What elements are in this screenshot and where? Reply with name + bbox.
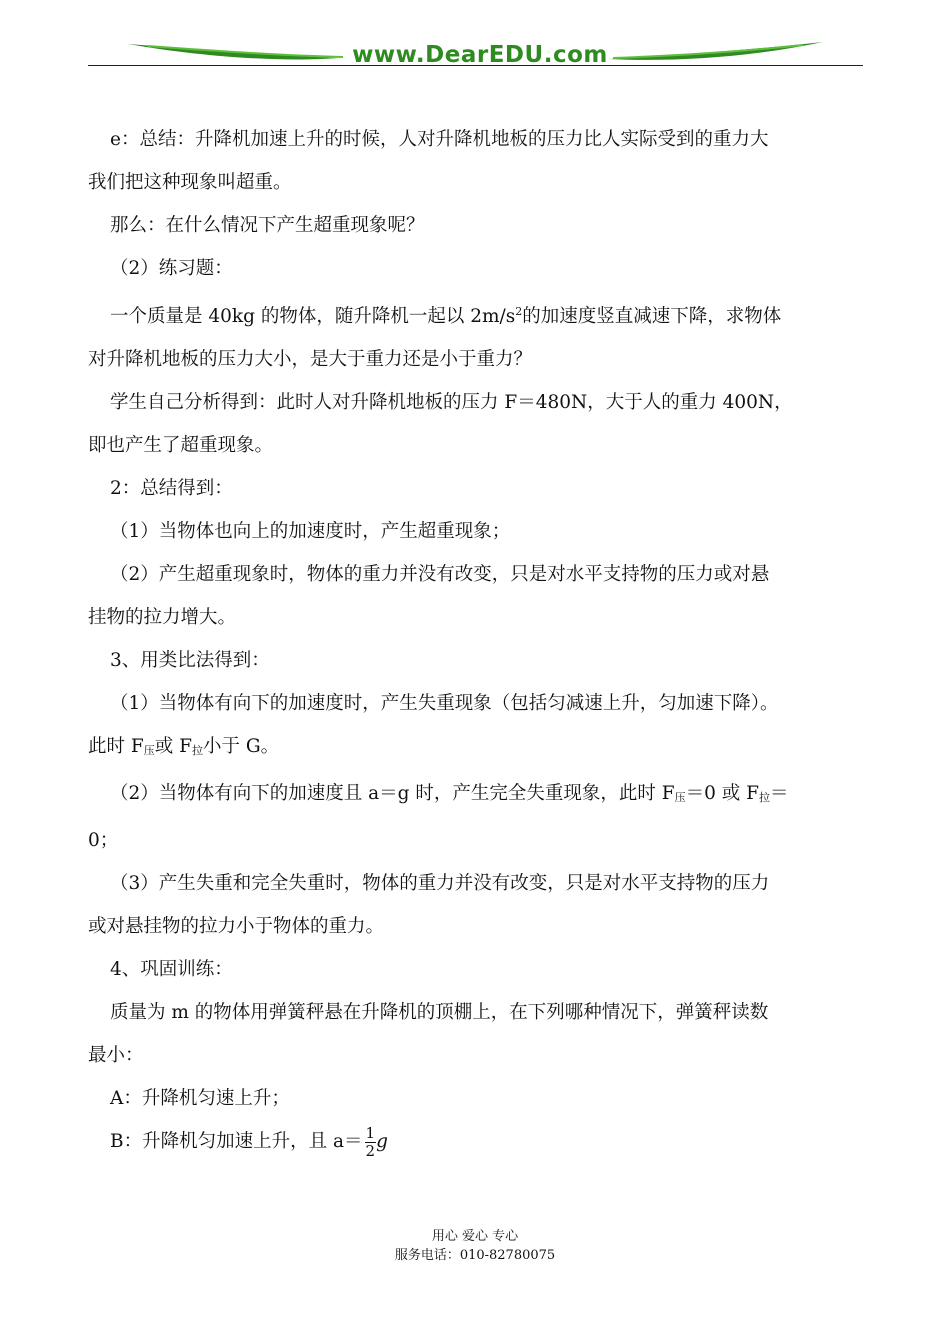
paragraph-line: 或对悬挂物的拉力小于物体的重力。 — [88, 916, 385, 937]
paragraph-line: （1）当物体有向下的加速度时，产生失重现象（包括匀减速上升，匀加速下降）。 — [110, 693, 779, 714]
text-run: 小于 G。 — [202, 736, 280, 757]
superscript: 2 — [515, 305, 523, 318]
text-run: 一个质量是 40kg 的物体，随升降机一起以 2m/s — [110, 306, 516, 327]
paragraph-line: 我们把这种现象叫超重。 — [88, 172, 292, 193]
paragraph-line: （2）产生超重现象时，物体的重力并没有改变，只是对水平支持物的压力或对悬 — [110, 564, 770, 585]
paragraph-line: 质量为 m 的物体用弹簧秤悬在升降机的顶棚上，在下列哪种情况下，弹簧秤读数 — [110, 1002, 769, 1023]
paragraph-line: （3）产生失重和完全失重时，物体的重力并没有改变，只是对水平支持物的压力 — [110, 873, 770, 894]
paragraph-line — [88, 725, 863, 772]
site-header — [88, 36, 863, 72]
subscript: 拉 — [191, 744, 203, 757]
fraction-numerator: 1 — [365, 1123, 376, 1142]
paragraph-line — [88, 772, 863, 819]
paragraph-line: 学生自己分析得到：此时人对升降机地板的压力 F＝480N，大于人的重力 400N， — [110, 392, 793, 413]
document-body — [88, 118, 863, 1163]
option-b — [88, 1120, 863, 1163]
paragraph-line: e：总结：升降机加速上升的时候，人对升降机地板的压力比人实际受到的重力大 — [110, 129, 769, 150]
fraction-denominator: 2 — [365, 1141, 376, 1160]
subscript: 压 — [143, 744, 155, 757]
subscript: 拉 — [759, 791, 770, 804]
section-heading: 4、巩固训练： — [110, 959, 233, 980]
fraction — [365, 1125, 377, 1160]
text-run: （2）当物体有向下的加速度且 a＝g 时，产生完全失重现象，此时 F — [110, 783, 675, 804]
option-a: A：升降机匀速上升； — [110, 1088, 290, 1109]
text-run: ＝0 或 F — [685, 783, 759, 804]
text-run: B：升降机匀加速上升，且 a＝ — [110, 1131, 363, 1152]
site-url: www.DearEDU.com — [352, 42, 608, 68]
paragraph-line: （1）当物体也向上的加速度时，产生超重现象； — [110, 521, 511, 542]
subscript: 压 — [674, 791, 686, 804]
text-run: 或 F — [154, 736, 192, 757]
text-run: 的加速度竖直减速下降，求物体 — [522, 306, 782, 327]
paragraph-line: 即也产生了超重现象。 — [88, 435, 274, 456]
paragraph-line: 最小： — [88, 1045, 144, 1066]
header-rule — [88, 65, 863, 66]
paragraph-line — [88, 290, 863, 338]
section-heading: 3、用类比法得到： — [110, 650, 270, 671]
gravity-symbol: g — [376, 1131, 388, 1152]
paragraph-line: 0； — [88, 830, 119, 851]
section-heading: （2）练习题： — [110, 258, 233, 279]
paragraph-line: 那么：在什么情况下产生超重现象呢？ — [110, 215, 425, 236]
section-heading: 2：总结得到： — [110, 478, 233, 499]
paragraph-line: 对升降机地板的压力大小，是大于重力还是小于重力？ — [88, 349, 533, 370]
text-run: ＝ — [770, 783, 789, 804]
paragraph-line: 挂物的拉力增大。 — [88, 607, 237, 628]
footer-phone: 服务电话：010-82780075 — [394, 1248, 556, 1263]
text-run: 此时 F — [88, 736, 144, 757]
footer-slogan: 用心 爱心 专心 — [431, 1229, 519, 1244]
